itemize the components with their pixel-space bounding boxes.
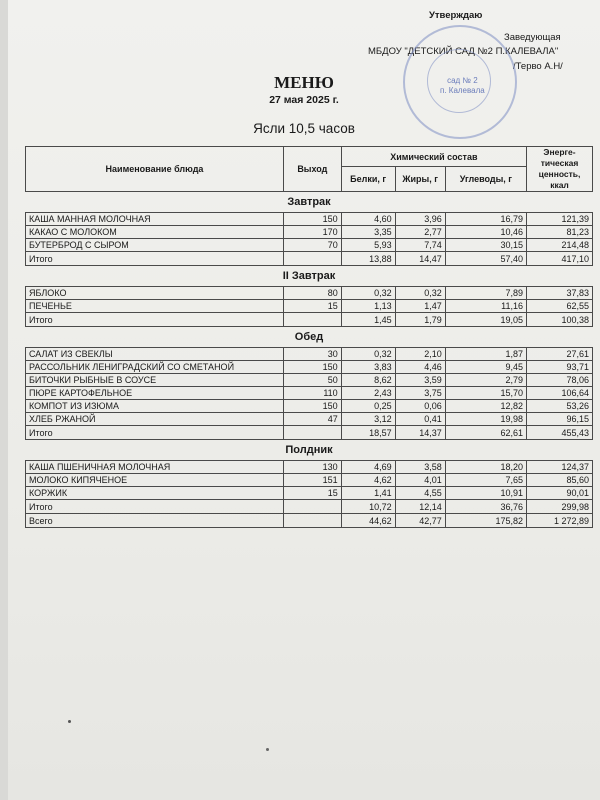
dish-protein: 0,25 [341,400,395,413]
grand-total-row [26,514,593,528]
dish-energy: 53,26 [527,400,593,413]
section-header-row [26,440,593,461]
dish-protein: 4,69 [341,461,395,474]
total-output-empty [283,313,341,327]
grand-total-label: Всего [26,514,284,528]
stamp-line-1: сад № 2 [447,76,478,85]
total-protein: 1,45 [341,313,395,327]
section-header-row [26,192,593,213]
dish-carbs: 18,20 [445,461,526,474]
dish-energy: 106,64 [527,387,593,400]
grand-total-protein: 44,62 [341,514,395,528]
header-energy: Энерге-тическая ценность, ккал [527,147,593,192]
dish-fat: 2,77 [395,226,445,239]
dish-row [26,287,593,300]
dish-fat: 3,96 [395,213,445,226]
total-output-empty [283,426,341,440]
header-dish-name: Наименование блюда [26,147,284,192]
header-protein: Белки, г [341,167,395,192]
signature-label: /Терво А.Н/ [513,61,563,72]
total-fat: 12,14 [395,500,445,514]
section-title: Полдник [26,440,593,461]
section-total-row [26,426,593,440]
menu-date: 27 мая 2025 г. [269,94,339,106]
dish-protein: 5,93 [341,239,395,252]
total-energy: 100,38 [527,313,593,327]
dish-fat: 0,32 [395,287,445,300]
dish-name: БИТОЧКИ РЫБНЫЕ В СОУСЕ [26,374,284,387]
dish-row [26,374,593,387]
dish-energy: 96,15 [527,413,593,426]
total-energy: 455,43 [527,426,593,440]
dish-name: КОРЖИК [26,487,284,500]
dish-carbs: 2,79 [445,374,526,387]
header-chem: Химический состав [341,147,526,167]
total-fat: 14,37 [395,426,445,440]
dish-row [26,487,593,500]
dish-fat: 4,46 [395,361,445,374]
dish-carbs: 16,79 [445,213,526,226]
dish-output: 15 [283,487,341,500]
dish-fat: 7,74 [395,239,445,252]
dish-fat: 1,47 [395,300,445,313]
dish-carbs: 19,98 [445,413,526,426]
dish-name: БУТЕРБРОД С СЫРОМ [26,239,284,252]
total-energy: 417,10 [527,252,593,266]
menu-table [25,146,593,528]
dish-carbs: 11,16 [445,300,526,313]
dish-carbs: 30,15 [445,239,526,252]
dish-energy: 93,71 [527,361,593,374]
dish-fat: 3,59 [395,374,445,387]
grand-total-fat: 42,77 [395,514,445,528]
dish-protein: 3,12 [341,413,395,426]
grand-total-carbs: 175,82 [445,514,526,528]
organization-label: МБДОУ "ДЕТСКИЙ САД №2 П.КАЛЕВАЛА" [368,46,559,57]
dish-fat: 4,55 [395,487,445,500]
approved-label: Утверждаю [429,10,483,21]
total-label: Итого [26,252,284,266]
dish-protein: 3,83 [341,361,395,374]
total-carbs: 36,76 [445,500,526,514]
dish-energy: 90,01 [527,487,593,500]
grand-total-output-empty [283,514,341,528]
dish-protein: 0,32 [341,287,395,300]
dish-energy: 37,83 [527,287,593,300]
dish-carbs: 10,91 [445,487,526,500]
dish-fat: 2,10 [395,348,445,361]
dish-row [26,387,593,400]
dish-fat: 3,75 [395,387,445,400]
dish-name: КАША МАННАЯ МОЛОЧНАЯ [26,213,284,226]
dish-output: 151 [283,474,341,487]
dish-row [26,461,593,474]
position-label: Заведующая [504,32,561,43]
dish-name: КАША ПШЕНИЧНАЯ МОЛОЧНАЯ [26,461,284,474]
dish-energy: 121,39 [527,213,593,226]
dish-name: ХЛЕБ РЖАНОЙ [26,413,284,426]
dish-row [26,361,593,374]
total-carbs: 57,40 [445,252,526,266]
dish-output: 130 [283,461,341,474]
total-carbs: 19,05 [445,313,526,327]
dish-energy: 27,61 [527,348,593,361]
total-energy: 299,98 [527,500,593,514]
speck-mark [266,748,269,751]
dish-output: 170 [283,226,341,239]
dish-energy: 124,37 [527,461,593,474]
header-output: Выход [283,147,341,192]
total-label: Итого [26,426,284,440]
dish-row [26,300,593,313]
dish-carbs: 1,87 [445,348,526,361]
dish-row [26,348,593,361]
dish-protein: 3,35 [341,226,395,239]
dish-energy: 81,23 [527,226,593,239]
dish-row [26,400,593,413]
total-output-empty [283,252,341,266]
dish-output: 47 [283,413,341,426]
dish-output: 80 [283,287,341,300]
dish-name: МОЛОКО КИПЯЧЕНОЕ [26,474,284,487]
dish-protein: 8,62 [341,374,395,387]
total-protein: 10,72 [341,500,395,514]
dish-output: 70 [283,239,341,252]
total-output-empty [283,500,341,514]
grand-total-energy: 1 272,89 [527,514,593,528]
section-total-row [26,252,593,266]
section-title: II Завтрак [26,266,593,287]
dish-carbs: 7,65 [445,474,526,487]
page-title: МЕНЮ [274,73,334,92]
stamp-line-2: п. Калевала [440,86,485,95]
dish-output: 150 [283,213,341,226]
dish-carbs: 10,46 [445,226,526,239]
section-header-row [26,266,593,287]
dish-name: ЯБЛОКО [26,287,284,300]
dish-name: КОМПОТ ИЗ ИЗЮМА [26,400,284,413]
dish-energy: 214,48 [527,239,593,252]
dish-row [26,213,593,226]
dish-output: 50 [283,374,341,387]
dish-protein: 4,60 [341,213,395,226]
dish-protein: 4,62 [341,474,395,487]
dish-row [26,474,593,487]
dish-protein: 2,43 [341,387,395,400]
dish-energy: 85,60 [527,474,593,487]
dish-row [26,226,593,239]
dish-energy: 62,55 [527,300,593,313]
dish-row [26,239,593,252]
dish-carbs: 9,45 [445,361,526,374]
total-carbs: 62,61 [445,426,526,440]
speck-mark [68,720,71,723]
header-fat: Жиры, г [395,167,445,192]
group-label: Ясли 10,5 часов [253,121,355,136]
section-total-row [26,313,593,327]
dish-output: 150 [283,400,341,413]
section-title: Обед [26,327,593,348]
section-title: Завтрак [26,192,593,213]
section-header-row [26,327,593,348]
dish-protein: 1,41 [341,487,395,500]
dish-output: 110 [283,387,341,400]
dish-fat: 3,58 [395,461,445,474]
total-fat: 14,47 [395,252,445,266]
section-total-row [26,500,593,514]
dish-name: ПЕЧЕНЬЕ [26,300,284,313]
dish-name: КАКАО С МОЛОКОМ [26,226,284,239]
dish-carbs: 7,89 [445,287,526,300]
dish-carbs: 12,82 [445,400,526,413]
header-carbs: Углеводы, г [445,167,526,192]
dish-name: САЛАТ ИЗ СВЕКЛЫ [26,348,284,361]
dish-name: РАССОЛЬНИК ЛЕНИГРАДСКИЙ СО СМЕТАНОЙ [26,361,284,374]
dish-fat: 4,01 [395,474,445,487]
dish-row [26,413,593,426]
dish-carbs: 15,70 [445,387,526,400]
total-protein: 18,57 [341,426,395,440]
dish-output: 150 [283,361,341,374]
dish-fat: 0,41 [395,413,445,426]
total-protein: 13,88 [341,252,395,266]
menu-table-body [26,192,593,528]
dish-energy: 78,06 [527,374,593,387]
dish-name: ПЮРЕ КАРТОФЕЛЬНОЕ [26,387,284,400]
total-label: Итого [26,500,284,514]
dish-protein: 1,13 [341,300,395,313]
total-label: Итого [26,313,284,327]
dish-protein: 0,32 [341,348,395,361]
dish-output: 15 [283,300,341,313]
menu-sheet [8,0,600,800]
total-fat: 1,79 [395,313,445,327]
dish-output: 30 [283,348,341,361]
dish-fat: 0,06 [395,400,445,413]
